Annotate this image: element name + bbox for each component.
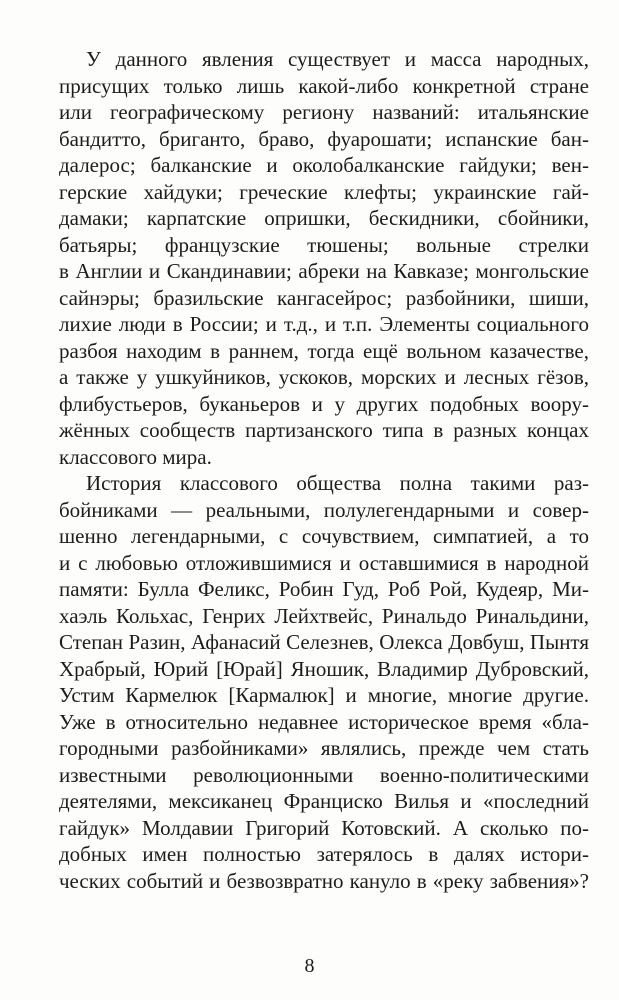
text-line: Уже в относительно недавнее историческое время «бла-: [59, 709, 589, 734]
text-line: батьяры; французские тюшены; вольные стрелки: [59, 232, 589, 257]
text-line: разбоя находим в раннем, тогда ещё вольном казачестве,: [59, 338, 589, 363]
text-line: флибустьеров, буканьеров и у других подобных воору-: [59, 391, 589, 416]
text-line: памяти: Булла Феликс, Робин Гуд, Роб Рой, Кудеяр, Ми-: [59, 577, 589, 601]
text-line: далерос; балканские и околобалканские гайдуки; вен-: [59, 153, 589, 177]
text-line: известными революционными военно-политическими: [59, 762, 589, 787]
text-line: классового мира.: [59, 444, 212, 469]
text-line: а также у ушкуйников, ускоков, морских и лесных гёзов,: [59, 365, 589, 389]
text-line: Храбрый, Юрий [Юрай] Яношик, Владимир Дубровский,: [59, 656, 589, 681]
page-number: 8: [304, 955, 315, 977]
text-line: Степан Разин, Афанасий Селезнев, Олекса Довбуш, Пынтя: [59, 630, 589, 654]
text-line: лихие люди в России; и т.д., и т.п. Элементы социального: [59, 312, 589, 336]
text-line: герские хайдуки; греческие клефты; украинские гай-: [59, 179, 589, 204]
text-line: деятелями, мексиканец Франциско Вилья и «последний: [59, 789, 589, 813]
text-line: бандитто, бриганто, браво, фуарошати; испанские бан-: [59, 126, 589, 151]
text-line: городными разбойниками» являлись, прежде чем стать: [59, 736, 589, 760]
text-line: хаэль Кольхас, Генрих Лейхтвейс, Ринальдо Ринальдини,: [59, 603, 589, 628]
text-line: добных имен полностью затерялось в далях истори-: [59, 842, 589, 866]
text-line: Устим Кармелюк [Кармалюк] и многие, многие другие.: [59, 683, 589, 707]
body-text: [59, 46, 589, 894]
text-line: присущих только лишь какой-либо конкретной стране: [59, 73, 589, 98]
text-line: гайдук» Молдавии Григорий Котовский. А сколько по-: [59, 815, 589, 840]
text-line: бойниками — реальными, полулегендарными и совер-: [59, 497, 589, 522]
text-line: и с любовью отложившимися и оставшимися в народной: [59, 550, 589, 575]
text-line: История классового общества полна такими раз-: [86, 471, 589, 495]
text-line: жённых сообществ партизанского типа в разных концах: [59, 418, 589, 442]
text-line: дамаки; карпатские опришки, бескидники, сбойники,: [59, 206, 589, 230]
text-line: сайнэры; бразильские кангасейрос; разбойники, шиши,: [59, 285, 589, 310]
text-line: или географическому региону названий: итальянские: [59, 100, 589, 124]
text-line: ческих событий и безвозвратно кануло в «реку забвения»?: [59, 868, 589, 893]
text-line: в Англии и Скандинавии; абреки на Кавказе; монгольские: [59, 259, 589, 283]
text-line: У данного явления существует и масса народных,: [86, 47, 589, 71]
text-line: шенно легендарными, с сочувствием, симпатией, а то: [59, 524, 589, 548]
